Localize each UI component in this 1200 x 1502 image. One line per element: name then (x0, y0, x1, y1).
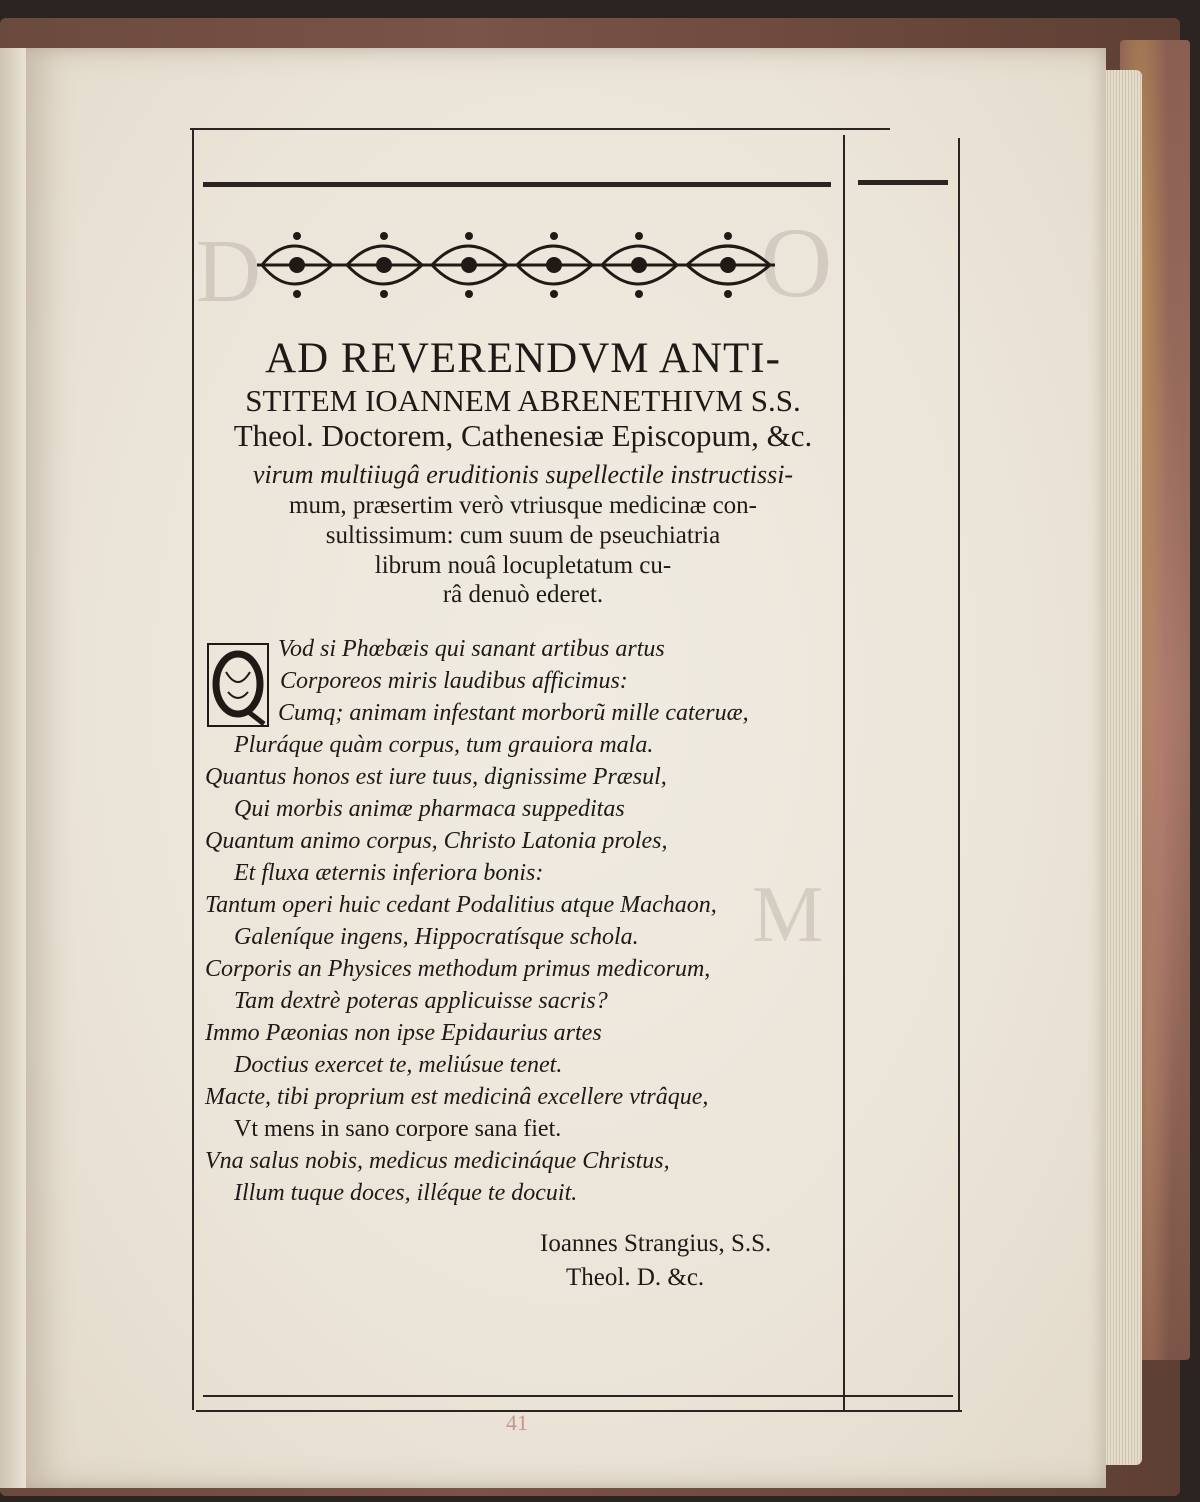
verse-line: Quantus honos est iure tuus, dignissime Præsul, (205, 764, 667, 790)
verse-line: Doctius exercet te, meliúsue tenet. (234, 1052, 563, 1078)
frame-right-rule (958, 138, 960, 1410)
facing-page-edge (0, 48, 26, 1488)
show-through-letter: D (196, 222, 261, 321)
verse-line: Vod si Phœbæis qui sanant artibus artus (278, 636, 665, 662)
verse-line: Galeníque ingens, Hippocratísque schola. (234, 924, 639, 950)
show-through-letter: O (760, 207, 833, 318)
verse-line: Vt mens in sano corpore sana fiet. (234, 1116, 562, 1142)
verse-line: Corporis an Physices methodum primus medicorum, (205, 956, 711, 982)
heading-line-6: sultissimum: cum suum de pseuchiatria (325, 522, 721, 549)
verse-line: Tam dextrè poteras applicuisse sacris? (234, 988, 608, 1014)
page-block-edge (1102, 70, 1142, 1465)
heading-line-8: râ denuò ederet. (442, 581, 604, 608)
heading-line-5: mum, præsertim verò vtriusque medicinæ con- (289, 492, 757, 519)
heading-line-3: Theol. Doctorem, Cathenesiæ Episcopum, &c. (233, 418, 813, 453)
verse-line: Vna salus nobis, medicus medicináque Christus, (205, 1148, 670, 1174)
verse-line: Cumq; animam infestant morborũ mille cateruæ, (278, 700, 749, 726)
verse-line: Tantum operi huic cedant Podalitius atque Machaon, (205, 892, 717, 918)
frame-bottom-rule-outer (196, 1410, 962, 1412)
verse-line: Immo Pæonias non ipse Epidaurius artes (205, 1020, 602, 1046)
verse-line: Pluráque quàm corpus, tum grauiora mala. (234, 732, 654, 758)
frame-top-rule (190, 128, 890, 130)
decorated-initial-q-icon (206, 642, 270, 728)
verse-line: Qui morbis animæ pharmaca suppeditas (234, 796, 625, 822)
signature-line-2: Theol. D. &c. (566, 1264, 705, 1291)
frame-bottom-rule (203, 1395, 953, 1397)
frame-middle-rule (843, 135, 845, 1410)
heading-line-2: STITEM IOANNEM ABRENETHIVM S.S. (245, 383, 801, 418)
verse-line: Et fluxa æternis inferiora bonis: (234, 860, 544, 886)
heading-rule-thick (203, 182, 831, 187)
verse-line: Illum tuque doces, illéque te docuit. (234, 1180, 578, 1206)
verse-line: Quantum animo corpus, Christo Latonia proles, (205, 828, 668, 854)
ornament-band-icon (252, 222, 780, 308)
signature-line-1: Ioannes Strangius, S.S. (540, 1230, 772, 1257)
margin-rule-thick (858, 180, 948, 185)
heading-line-7: librum nouâ locupletatum cu- (374, 552, 672, 579)
verse-line: Macte, tibi proprium est medicinâ excellere vtrâque, (205, 1084, 709, 1110)
heading-line-4: virum multiiugâ eruditionis supellectile instructissi- (252, 460, 794, 489)
page-number: 41 (506, 1410, 528, 1435)
heading-line-1: AD REVERENDVM ANTI- (265, 335, 781, 382)
show-through-letter: M (752, 871, 824, 959)
frame-left-rule (192, 130, 194, 1410)
verse-line: Corporeos miris laudibus afficimus: (280, 668, 628, 694)
